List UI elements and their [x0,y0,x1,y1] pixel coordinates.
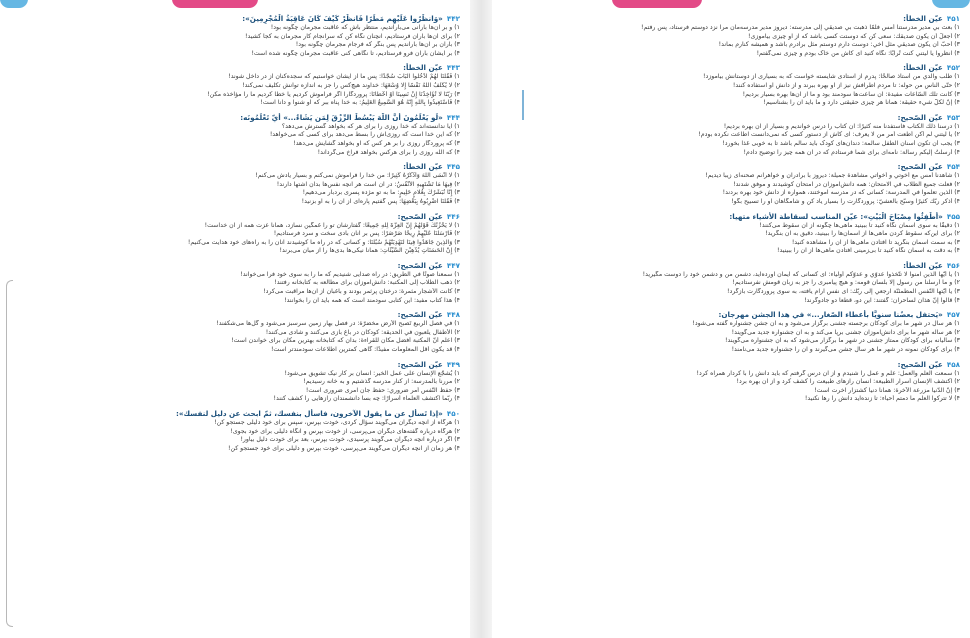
answer-option: ۳) که پروردگار روزی را بر هر کس که او بخواهد گشایش می‌دهد! [293,139,460,147]
answer-option: ۴) أَرسلْتُ إليكم رسالة: نامه‌ای برای شما فرستادم که در آن همه چیز را توضیح دادم! [743,148,960,156]
question-title [10,212,460,222]
answer-option: ۴) هذا كتاب مفيد: این کتابی سودمند است که همه باید آن را بخوانند! [284,296,460,304]
question-title [10,14,460,24]
question-block [10,113,460,157]
answer-option: ۱) و بر آن‌ها بارانی می‌باراندیم، منتظر باش که عاقبت مجرمان چگونه بود! [270,24,460,31]
answer-option: ۱) هرگاه از آنچه دیگران می‌گویند سؤال کردی، خودت بپرس، سپس برای خود دلیلی جستجو کن! [214,419,460,426]
answer-option: ۲) فَأَرْسَلْنَا عَلَيْهِمْ رِيحًا صَرْصَرًا: پس بر آنان بادی سخت و سرد فرستادیم! [273,230,460,238]
answer-option: ۳) أحبّ أن يكون صديقي مثل أخي: دوست دارم دوستم مثل برادرم باشد و همیشه کنارم بماند! [718,41,960,49]
answer-option: ۱) شاهدنا أمس مع أخوتي و أخواتي مشاهدة جميلة: دیروز با برادران و خواهرانم صحنه‌ای زیبا دیدیم! [705,172,960,180]
question-text: عیّن الصّحیح: [897,162,943,172]
answer-option: ۳) إِنَّا نُبَشِّرُكَ بِغُلَامٍ حَلِيمٍ: ما به تو مژده پسری بردبار می‌دهیم! [302,189,460,197]
question-number: ۴۵۸ [946,359,960,369]
answer-option: ۴) بر ایشان باران فرو فرستادیم، تا نگاهی کنی عاقبت مجرمان چگونه شده است! [251,49,460,57]
answer-option: ۳) وَالَّذِينَ جَاهَدُوا فِينَا لَنَهْدِيَنَّهُمْ سُبُلَنَا: و کسانی که در راه ما کوشیدند آنان را به راه‌های خود هدایت می‌کنیم! [187,238,460,246]
book-gutter [470,0,492,638]
answer-option: ۴) إنّ لكلّ شيء حقيقة: همانا هر چیزی حقیقتی دارد و ما باید آن را بشناسیم! [763,99,960,107]
margin-marker [522,90,524,120]
answer-option: ۳) كانت تلك السّاعات مفيدة: آن ساعت‌ها سودمند بود و ما از آن‌ها بهره بسیار بردیم! [742,90,960,98]
answer-option: ۲) برای این‌که سقوط کردن ماهی‌ها از آسمان‌ها را ببینید، دقیق به آن بنگرید! [765,230,960,238]
question-number: ۴۵۳ [946,112,960,122]
answer-option: ۲) برای آن‌ها باران فرستادیم، آنچنان نگاه کن که سرانجام کار مجرمان به کجا کشید! [244,32,460,40]
question-number: ۴۴۳ [446,63,460,73]
left-page [0,0,470,638]
question-list [10,14,460,453]
question-text: «أطْفِئُوا مِصْبَاحَ الْبَيْتِ»: عیّن المناسب لسقاطة الأشياء متهيا: [729,211,943,221]
question-text: عیّن الخطأ: [403,63,443,73]
question-number: ۴۵۴ [946,162,960,172]
question-number: ۴۴۸ [446,310,460,320]
question-text: عیّن الخطأ: [403,162,443,172]
question-title [502,310,960,320]
question-title [502,360,960,370]
question-title [10,409,460,419]
answer-option: ۱) درسنا ذلك الكتاب فاستفدنا منه كثيرًا: آن کتاب را درس خواندیم و بسیار از آن بهره بردیم! [723,122,960,130]
answer-option: ۳) الذين تعلّموا في المدرسة: کسانی که در مدرسه آموختند، همواره از دانش خود بهره بردند! [722,189,960,197]
question-title [10,162,460,172]
answer-option: ۴) فَقُلْنَا اضْرِبُوهُ بِبَعْضِهَا: پس گفتیم پاره‌ای از آن را به او بزنید! [301,197,460,205]
answer-option: ۲) الأطفال يلعبون في الحديقة: کودکان در باغ بازی می‌کنند و شادی می‌کنند! [265,328,460,336]
question-text: عیّن الصّحیح: [397,260,443,270]
answer-option: ۲) و ما أرسلنا من رسول إلّا بلسان قومه: و هیچ پیامبری را جز به زبان قومش نفرستادیم! [732,279,960,287]
answer-option: ۱) آیا ندانسته‌اند که خدا روزی را برای هر که بخواهد گسترش می‌دهد؟ [281,122,460,130]
question-block [10,14,460,58]
answer-option: ۱) سمعت العلم والعمل: علم و عمل را شنیدم و از آن درس گرفتم که باید دانش را با کردار همراه کرد! [696,369,960,377]
question-text: عیّن الصّحیح: [897,112,943,122]
page-corner-tab [932,0,970,8]
question-title [502,261,960,271]
question-title [502,63,960,73]
answer-option: ۴) فَاسْتَعِيذُوا بِاللَّهِ إِنَّهُ هُوَ السَّمِيعُ الْعَلِيمُ: به خدا پناه ببر که او شنوا و دانا است! [260,99,460,107]
question-text: عیّن الصّحیح: [397,211,443,221]
question-number: ۴۴۵ [446,162,460,172]
answer-option: ۴) انظروا يا ليتني كنت تُرابًا: نگاه کنید ای کاش من خاک بودم و چیزی نمی‌گفتم! [756,49,960,57]
answer-option: ۴) به دقت به آسمان نگاه کنید تا بی‌زمینی افتادن ماهی‌ها از آن را ببینید! [776,247,960,255]
question-block [10,162,460,206]
answer-option: ۳) سالیانه برای کودکان ممتاز جشنی در شهر ما برگزار می‌شود که به آن جشنواره می‌گویند! [724,337,960,345]
question-number: ۴۴۲ [446,14,460,23]
answer-option: ۱) لَا أَنْسَى اللَّهَ وَأَذْكُرُهُ كَثِيرًا: من خدا را فراموش نمی‌کنم و بسیار یادش می‌کنم! [255,172,460,180]
question-number: ۴۵۷ [946,310,960,320]
answer-option: ۳) اگر درباره آنچه دیگران می‌گویند پرسیدی، خودت بپرس، بعد برای خودت دلیل بیاور! [240,436,460,444]
question-number: ۴۵۲ [946,63,960,73]
answer-option: ۲) مررنا بالمدرسة: از کنار مدرسه گذشتیم و به خانه رسیدیم! [303,378,460,386]
answer-option: ۴) ربّما اكتشف العلماء أسرارًا: چه بسا دانشمندان رازهایی را کشف کنند! [273,395,460,403]
question-number: ۴۴۶ [446,211,460,221]
answer-option: ۱) طلب والدي من أستاذ صالحًا: پدرم از استادی شایسته خواست که به بسیاری از دوستانش بیاموزد! [703,73,960,81]
question-text: «وَانظُرُوا عَلَيْهِم مَطَرًا فَانظُرْ كَيْفَ كَانَ عَاقِبَةُ الْمُجْرِمِينَ»: [242,14,443,23]
question-block [10,310,460,354]
question-number: ۴۵۰ [446,409,460,418]
answer-option: ۴) هر زمان از آنچه دیگران می‌گویند می‌پرسی، خودت بپرس و دلیلی برای خود جستجو کن! [228,444,460,452]
question-text: «يَحتفل بعضُنا سنويًّا بأعطاء الصّغار...» في هذا الجشن مهرجان: [718,310,943,320]
answer-option: ۴) لا تتركوا العلم ما دمتم أحياء: تا زنده‌اید دانش را رها نکنید! [804,395,960,403]
answer-option: ۱) دقيقًا به سوی آسمان نگاه کنید تا ببینید ماهی‌ها چگونه از آن سقوط می‌کنند! [759,221,960,229]
question-text: عیّن الخطأ: [903,14,943,23]
question-number: ۴۵۶ [946,260,960,270]
question-title [502,212,960,222]
question-list [502,14,960,404]
answer-option: ۳) يا أيّتها النّفس المطمئنّة ارجعي إلى ربّك: ای نفس آرام یافته، به سوی پروردگارت بازگرد! [727,288,960,296]
chapter-heading-tab [612,0,702,8]
question-block [10,409,460,453]
question-block [10,261,460,305]
question-block [10,360,460,404]
answer-option: ۲) حتّى الناس من حوله: تا مردم اطرافش نیز از او بهره ببرند و از دانش او استفاده کنند! [732,81,960,89]
answer-option: ۱) يُشجّع الإنسان على عمل الخير: انسان بر کار نیک تشویق می‌شود! [284,369,460,377]
answer-option: ۳) باران بر آن‌ها باراندیم پس بنگر که فرجام مجرمان چگونه بود! [295,41,460,49]
answer-option: ۱) في فصل الربيع تَصبح الأرض مخضرّة: در فصل بهار زمین سرسبز می‌شود و گل‌ها می‌شکفند! [216,320,460,328]
question-number: ۴۴۹ [446,359,460,369]
question-block [502,212,960,256]
question-block [502,14,960,58]
question-block [10,212,460,256]
question-block [502,162,960,206]
question-title [10,113,460,123]
page-corner-tab [0,0,28,8]
chapter-heading-tab [172,0,258,8]
answer-option: ۲) لا يُكَلِّفُ اللَّهُ نَفْسًا إِلَّا وُسْعَهَا: خداوند هیچ‌کس را جز به اندازه توانش تکلیف نمی‌کند! [242,81,460,89]
question-block [502,63,960,107]
answer-option: ۴) برای کودکان نمونه در شهر ما هر سال جشن می‌گیرند و آن را جشنواره جدید می‌نامند! [731,346,960,354]
answer-option: ۲) فِيهَا مَا تَشْتَهِيهِ الْأَنْفُسُ: در آن است هر آنچه نفس‌ها بدان اشتها دارند! [276,180,460,188]
question-block [502,310,960,354]
question-block [502,261,960,305]
answer-option: ۲) أجعلْ أن يكون صديقك: سعی کن که دوستت کسی باشد که از او چیزی بیاموزی! [748,32,960,40]
answer-option: ۱) بعث بي مدير مدرستنا أمس فلمّا ذهبت بي صديقي إلى مدرسته: دیروز مدیر مدرسه‌مان مرا نزد دوستم فرستاد، پس رفتم! [641,24,960,31]
question-number: ۴۵۱ [946,14,960,23]
question-title [10,360,460,370]
answer-option: ۲) که این خدا است که روزی‌اش را بسط می‌دهد برای کسی که می‌خواهد! [269,131,460,139]
answer-option: ۳) رَبَّنَا لا تُؤَاخِذْنَا إِنْ نَسِينَا أَوْ أَخْطَأْنَا: پروردگارا اگر فراموش کردیم یا خطا کردیم ما را مؤاخذه مکن! [207,90,460,98]
answer-option: ۳) اعلم أنّ المكتبة أفضل مكان للقراءة: بدان که کتابخانه بهترین مکان برای خواندن است! [231,337,460,345]
answer-option: ۴) أذكر ربّك كثيرًا وسبّح بالعشيّ: پروردگارت را بسیار یاد کن و شامگاهان او را تسبیح بگو! [731,197,960,205]
question-block [502,113,960,157]
question-text: عیّن الخطأ: [903,63,943,73]
question-title [502,113,960,123]
answer-option: ۴) إِنَّ الْحَسَنَاتِ يُذْهِبْنَ السَّيِّئَاتِ: همانا نیکی‌ها بدی‌ها را از میان می‌برند! [279,247,460,255]
answer-option: ۳) كانت الأشجار مثمرة: درختان پرثمر بودند و باغبان از آن‌ها مراقبت می‌کرد! [263,288,460,296]
question-title [502,14,960,24]
question-title [502,162,960,172]
answer-option: ۲) فعلت جميع الطّلّاب في الامتحان: همه دانش‌آموزان در امتحان کوشیدند و موفق شدند! [733,180,960,188]
answer-option: ۲) هرگاه درباره گفته‌های دیگران می‌پرسی، از خودت بپرس و آنگاه دلیلی برای خود بجوی! [230,427,460,435]
question-text: «لَو يَعْلَمُونَ أَنَّ اللَّهَ يَبْسُطُ الرِّزْقَ لِمَن يَشَاءُ...» أيّ تَعْلَمُونَه: [240,112,443,122]
answer-option: ۱) هر سال در شهر ما برای کودکان برجسته جشنی برگزار می‌شود و به آن جشن جشنواره گفته می‌شود! [692,320,960,328]
question-text: عیّن الخطأ: [903,260,943,270]
answer-option: ۱) سمعنا صوتًا في الطريق: در راه صدایی شنیدیم که ما را به سوی خود فرا می‌خواند! [240,270,460,278]
question-text: عیّن الصّحیح: [397,310,443,320]
question-number: ۴۴۷ [446,260,460,270]
question-text: عیّن الصّحیح: [397,359,443,369]
question-number: ۴۴۴ [446,112,460,122]
answer-option: ۲) هر ساله شهر ما برای دانش‌آموزان جشنی برپا می‌کند و به آن جشنواره جدید می‌گویند! [731,328,960,336]
section-bracket [6,280,13,627]
answer-option: ۱) يا أيّها الذين آمنوا لا تتّخذوا عدوّي و عدوّكم أولياء: ای کسانی که ایمان آورده‌اید، دشمن من و دشمن خود را دوست مگیرید! [642,270,960,278]
question-block [502,360,960,404]
answer-option: ۴) قالوا إنّ هذان لساحران: گفتند: این دو، قطعاً دو جادوگرند! [804,296,960,304]
answer-option: ۱) لَا يَحْزُنُكَ قَوْلُهُمْ إِنَّ الْعِزَّةَ لِلَّهِ جَمِيعًا: گفتارشان تو را غمگین نسازد، همانا عزت همه از آن خداست! [204,221,460,229]
question-number: ۴۵۵ [946,211,960,221]
answer-option: ۳) يجب أن تكون أسنان الطّفل سالمة: دندان‌های کودک باید سالم باشد تا به خوبی غذا بخورد! [722,139,960,147]
answer-option: ۴) که الله روزی را برای هرکس بخواهد فراخ می‌گرداند! [317,148,460,156]
question-title [10,261,460,271]
answer-option: ۴) قد يكون أقل المعلومات مفيدًا: گاهی کمترین اطلاعات سودمندتر است! [270,346,460,354]
question-title [10,63,460,73]
question-title [10,310,460,320]
answer-option: ۲) ذهب الطّلاب إلى المكتبة: دانش‌آموزان برای مطالعه به کتابخانه رفتند! [274,279,460,287]
answer-option: ۲) اكتشف الإنسان أسرار الطّبيعة: انسان رازهای طبیعت را کشف کرد و از آن بهره برد! [736,378,960,386]
question-text: عیّن الصّحیح: [897,359,943,369]
question-block [10,63,460,107]
answer-option: ۲) يا ليتني لم أكن أطعت أمر من لا يعرف: ای کاش از دستور کسی که نمی‌دانست اطاعت نکرده بودم! [698,131,960,139]
answer-option: ۳) حفظ النّفس أمر ضروري: حفظ جان امری ضروری است! [305,386,460,394]
question-text: «إذا تَسأل عن ما يقول الآخرون، فاسأل بنفسك، ثمّ ابحث عن دليل لنفسك»: [175,409,443,418]
answer-option: ۱) فَقُلْنَا لَهُمْ ادْخُلُوا الْبَابَ سُجَّدًا: پس ما از ایشان خواستیم که سجده‌کنان از در داخل شوند! [228,73,460,81]
right-page [492,0,970,638]
answer-option: ۳) به سمت آسمان بنگرید تا افتادن ماهی‌ها از آن را مشاهده کنید! [791,238,960,246]
answer-option: ۳) إنّ الدّنيا مزرعة الآخرة: همانا دنیا کشتزار آخرت است! [814,386,960,394]
